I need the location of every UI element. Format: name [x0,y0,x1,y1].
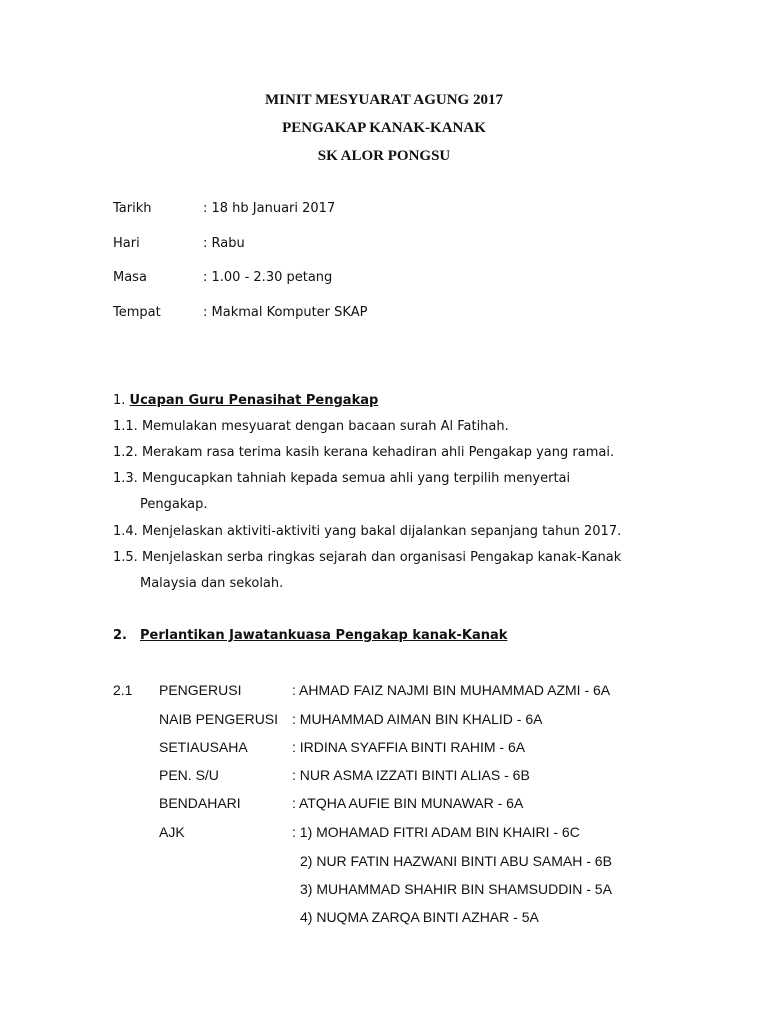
role-member: : IRDINA SYAFFIA BINTI RAHIM - 6A [292,739,526,755]
section2-heading: Perlantikan Jawatankuasa Pengakap kanak-Kanak [140,628,508,643]
info-label-day: Hari [113,236,140,251]
section2-number: 2. [113,628,127,643]
section2-sub-number: 2.1 [113,682,133,698]
info-value-day: : Rabu [203,236,245,251]
section1-item: 1.3. Mengucapkan tahniah kepada semua ahli yang terpilih menyertai [113,471,571,486]
info-value-time: : 1.00 - 2.30 petang [203,270,333,285]
section1-item-cont: Pengakap. [140,497,208,512]
role-member: : 1) MOHAMAD FITRI ADAM BIN KHAIRI - 6C [292,824,580,840]
ajk-member: 4) NUQMA ZARQA BINTI AZHAR - 5A [300,909,539,925]
role-label: PEN. S/U [159,767,219,783]
role-member: : MUHAMMAD AIMAN BIN KHALID - 6A [292,711,543,727]
ajk-member: 2) NUR FATIN HAZWANI BINTI ABU SAMAH - 6B [300,853,612,869]
role-label: NAIB PENGERUSI [159,711,279,727]
section1-heading-row [113,393,378,408]
section1-heading: Ucapan Guru Penasihat Pengakap [129,393,379,408]
role-member: : AHMAD FAIZ NAJMI BIN MUHAMMAD AZMI - 6A [292,682,611,698]
info-label-time: Masa [113,270,147,285]
role-member: : ATQHA AUFIE BIN MUNAWAR - 6A [292,795,524,811]
section1-item: 1.5. Menjelaskan serba ringkas sejarah dan organisasi Pengakap kanak-Kanak [113,550,622,565]
info-value-date: : 18 hb Januari 2017 [203,201,336,216]
section1-item: 1.2. Merakam rasa terima kasih kerana kehadiran ahli Pengakap yang ramai. [113,445,615,460]
role-label: AJK [159,824,185,840]
role-label: SETIAUSAHA [159,739,248,755]
info-label-date: Tarikh [113,201,152,216]
section1-item-cont: Malaysia dan sekolah. [140,576,284,591]
section1-number: 1. [113,393,126,408]
role-member: : NUR ASMA IZZATI BINTI ALIAS - 6B [292,767,530,783]
info-label-place: Tempat [113,305,161,320]
section1-item: 1.1. Memulakan mesyuarat dengan bacaan surah Al Fatihah. [113,419,509,434]
section1-item: 1.4. Menjelaskan aktiviti-aktiviti yang bakal dijalankan sepanjang tahun 2017. [113,524,622,539]
ajk-member: 3) MUHAMMAD SHAHIR BIN SHAMSUDDIN - 5A [300,881,612,897]
role-label: BENDAHARI [159,795,241,811]
school-name: SK ALOR PONGSU [317,148,451,164]
document-subtitle: PENGAKAP KANAK-KANAK [282,120,486,136]
info-value-place: : Makmal Komputer SKAP [203,305,368,320]
role-label: PENGERUSI [159,682,242,698]
document-title: MINIT MESYUARAT AGUNG 2017 [265,92,503,108]
